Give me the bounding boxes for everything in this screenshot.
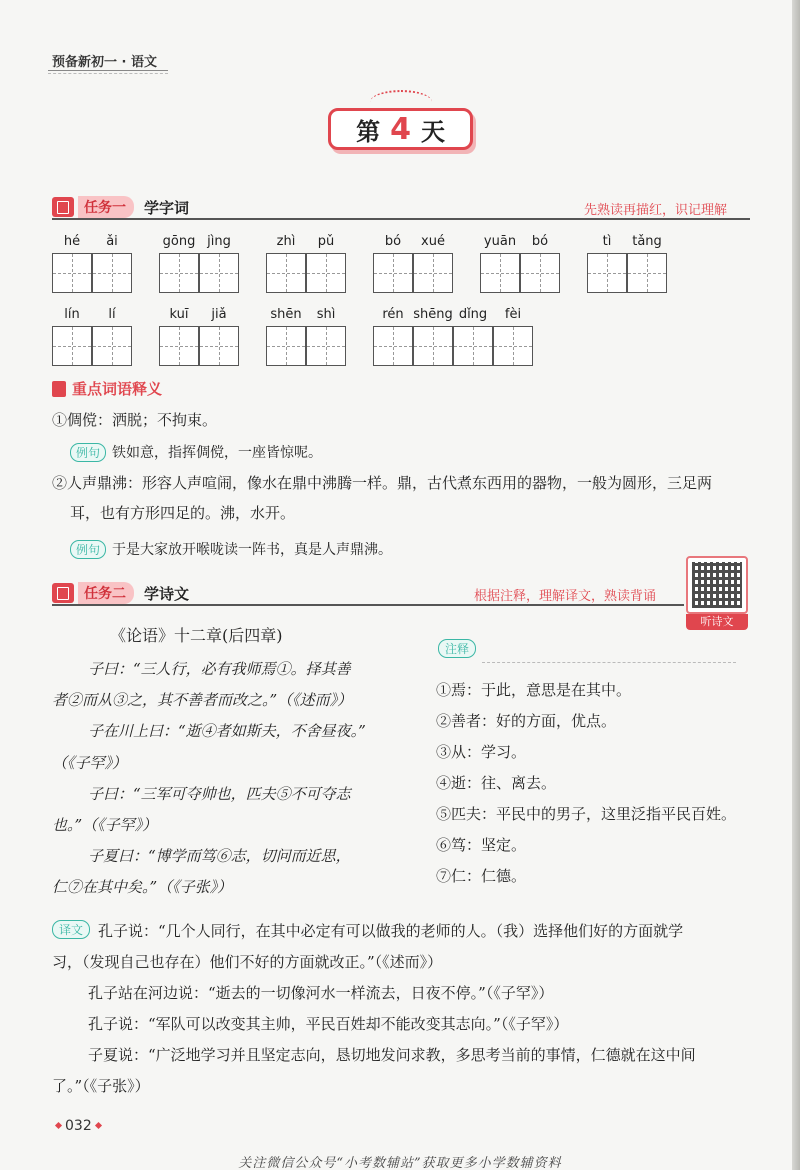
note-item: ①焉：于此，意思是在其中。 (436, 681, 632, 699)
pinyin: rén (382, 307, 404, 322)
pinyin: dǐng (458, 307, 488, 322)
pinyin: kuī (169, 307, 189, 322)
translation (52, 916, 752, 1102)
book-icon (52, 381, 66, 397)
poem-line: 子曰：“三军可夺帅也，匹夫⑤不可夺志 (88, 784, 351, 803)
word-group (587, 231, 667, 293)
poem-line: 子曰：“三人行，必有我师焉①。择其善 (88, 660, 351, 678)
definition-2-line: 耳，也有方形四足的。沸，水开。 (70, 504, 296, 522)
translation-line: 习，（发现自己也存在）他们不好的方面就改正。”（《述而》） (52, 953, 443, 971)
example-tag: 例句 (70, 540, 106, 559)
pinyin: gōng (162, 234, 196, 249)
writing-box[interactable] (520, 253, 560, 293)
example-1 (70, 442, 322, 462)
task2-tag: 任务二 (78, 582, 134, 604)
notes-tag: 注释 (438, 639, 476, 658)
notebook-icon (52, 197, 74, 217)
page-number (52, 1118, 105, 1134)
poem-title: 《论语》十二章(后四章) (110, 626, 283, 645)
poem-line: 仁⑦在其中矣。”（《子张》） (52, 878, 233, 897)
task2-bar (52, 581, 189, 605)
pinyin: lín (64, 307, 80, 322)
poem-line: 子在川上曰：“逝④者如斯夫，不舍昼夜。” (88, 722, 366, 741)
pinyin: tì (602, 234, 612, 249)
writing-box[interactable] (480, 253, 520, 293)
keywords-title: 重点词语释义 (72, 380, 163, 398)
task2-name: 学诗文 (144, 584, 190, 603)
pinyin: ǎi (106, 234, 118, 249)
task2-underline (52, 604, 684, 606)
translation-line: 子夏说：“广泛地学习并且坚定志向，恳切地发问求教，多思考当前的事情，仁德就在这中间 (88, 1046, 696, 1064)
word-group (373, 231, 453, 293)
word-group (480, 231, 560, 293)
note-item: ⑦仁：仁德。 (436, 867, 527, 885)
poem-line: 也。”（《子罕》） (52, 816, 158, 835)
task1-name: 学字词 (144, 198, 190, 217)
pinyin: tǎng (632, 234, 662, 249)
day-number: 4 (390, 111, 411, 147)
note-item: ②善者：好的方面，优点。 (436, 712, 617, 730)
word-group (159, 304, 239, 366)
page-edge (792, 0, 800, 1170)
diamond-icon (55, 1122, 62, 1129)
pinyin: pǔ (317, 234, 335, 249)
writing-box[interactable] (199, 326, 239, 366)
translation-line: 孔子说：“几个人同行，在其中必定有可以做我的老师的人。（我）选择他们好的方面就学 (98, 922, 684, 940)
writing-box[interactable] (159, 253, 199, 293)
header-divider (48, 70, 168, 71)
translation-line: 孔子说：“军队可以改变其主帅，平民百姓却不能改变其志向。”（《子罕》） (88, 1015, 569, 1033)
pinyin: jiǎ (211, 307, 227, 322)
note-item: ⑤匹夫：平民中的男子，这里泛指平民百姓。 (436, 805, 737, 823)
poem-line: 子夏曰：“博学而笃⑥志，切问而近思， (88, 847, 351, 866)
qr-pattern (692, 562, 742, 608)
document-icon (52, 583, 74, 603)
pinyin: fèi (504, 307, 522, 322)
definition-2 (52, 468, 752, 528)
writing-box[interactable] (266, 326, 306, 366)
translation-line: 了。”（《子张》） (52, 1077, 150, 1095)
day-prefix: 第 (356, 117, 381, 146)
writing-box[interactable] (413, 253, 453, 293)
notes-divider (482, 662, 736, 663)
task1-bar (52, 195, 189, 219)
writing-box[interactable] (627, 253, 667, 293)
word-group (52, 304, 132, 366)
note-item: ⑥笃：坚定。 (436, 836, 527, 854)
example-text: 铁如意，指挥倜傥，一座皆惊呢。 (112, 445, 323, 461)
definition-2-line: ②人声鼎沸：形容人声喧闹，像水在鼎中沸腾一样。鼎，古代煮东西用的器物，一般为圆形，三足两 (52, 474, 713, 492)
diamond-icon (95, 1122, 102, 1129)
writing-box[interactable] (52, 253, 92, 293)
task1-underline (52, 218, 750, 220)
pinyin: lí (108, 307, 116, 322)
translation-tag: 译文 (52, 920, 90, 939)
task1-tag: 任务一 (78, 196, 134, 218)
writing-box[interactable] (92, 253, 132, 293)
writing-box[interactable] (373, 326, 413, 366)
word-group (266, 304, 346, 366)
note-item: ④逝：往、离去。 (436, 774, 557, 792)
header-dotted-divider (48, 73, 168, 74)
pinyin: bó (384, 234, 402, 249)
writing-box[interactable] (92, 326, 132, 366)
day-badge (328, 108, 473, 150)
writing-box[interactable] (306, 253, 346, 293)
page-number-text: 032 (65, 1118, 92, 1134)
pinyin: zhì (276, 234, 296, 249)
qr-code[interactable] (686, 556, 748, 614)
example-tag: 例句 (70, 443, 106, 462)
pinyin: bó (531, 234, 549, 249)
writing-box[interactable] (199, 253, 239, 293)
writing-box[interactable] (373, 253, 413, 293)
pinyin: shēn (270, 307, 302, 322)
poem-line: （《子罕》） (52, 753, 128, 772)
translation-line: 孔子站在河边说：“逝去的一切像河水一样流去，日夜不停。”（《子罕》） (88, 984, 554, 1002)
writing-box[interactable] (159, 326, 199, 366)
writing-box[interactable] (52, 326, 92, 366)
writing-box[interactable] (413, 326, 453, 366)
example-text: 于是大家放开喉咙读一阵书，真是人声鼎沸。 (112, 542, 393, 558)
pinyin: shēng (413, 307, 453, 322)
poem-line: 者②而从③之，其不善者而改之。”（《述而》） (52, 691, 353, 710)
writing-box[interactable] (306, 326, 346, 366)
word-group (373, 304, 533, 366)
pinyin: jìng (207, 234, 231, 249)
task2-hint: 根据注释，理解译文，熟读背诵 (474, 589, 657, 604)
word-group (159, 231, 239, 293)
word-group (266, 231, 346, 293)
footer-watermark: 关注微信公众号“小考数辅站”获取更多小学数辅资料 (238, 1156, 562, 1170)
writing-box[interactable] (587, 253, 627, 293)
writing-box[interactable] (453, 326, 493, 366)
writing-box[interactable] (493, 326, 533, 366)
book-title: 预备新初一 · 语文 (52, 55, 157, 70)
pinyin: yuān (483, 234, 517, 249)
pinyin: shì (316, 307, 336, 322)
listen-label[interactable]: 听诗文 (686, 614, 748, 630)
task1-hint: 先熟读再描红，识记理解 (584, 203, 728, 218)
notes-list (436, 675, 736, 892)
keywords-heading (52, 378, 162, 399)
poem-text (52, 654, 372, 904)
example-2 (70, 539, 392, 559)
word-group (52, 231, 132, 293)
note-item: ③从：学习。 (436, 743, 527, 761)
writing-box[interactable] (266, 253, 306, 293)
pinyin: xué (421, 234, 445, 249)
day-suffix: 天 (420, 117, 445, 146)
definition-1: ①倜傥：洒脱；不拘束。 (52, 411, 218, 429)
pinyin: hé (63, 234, 81, 249)
